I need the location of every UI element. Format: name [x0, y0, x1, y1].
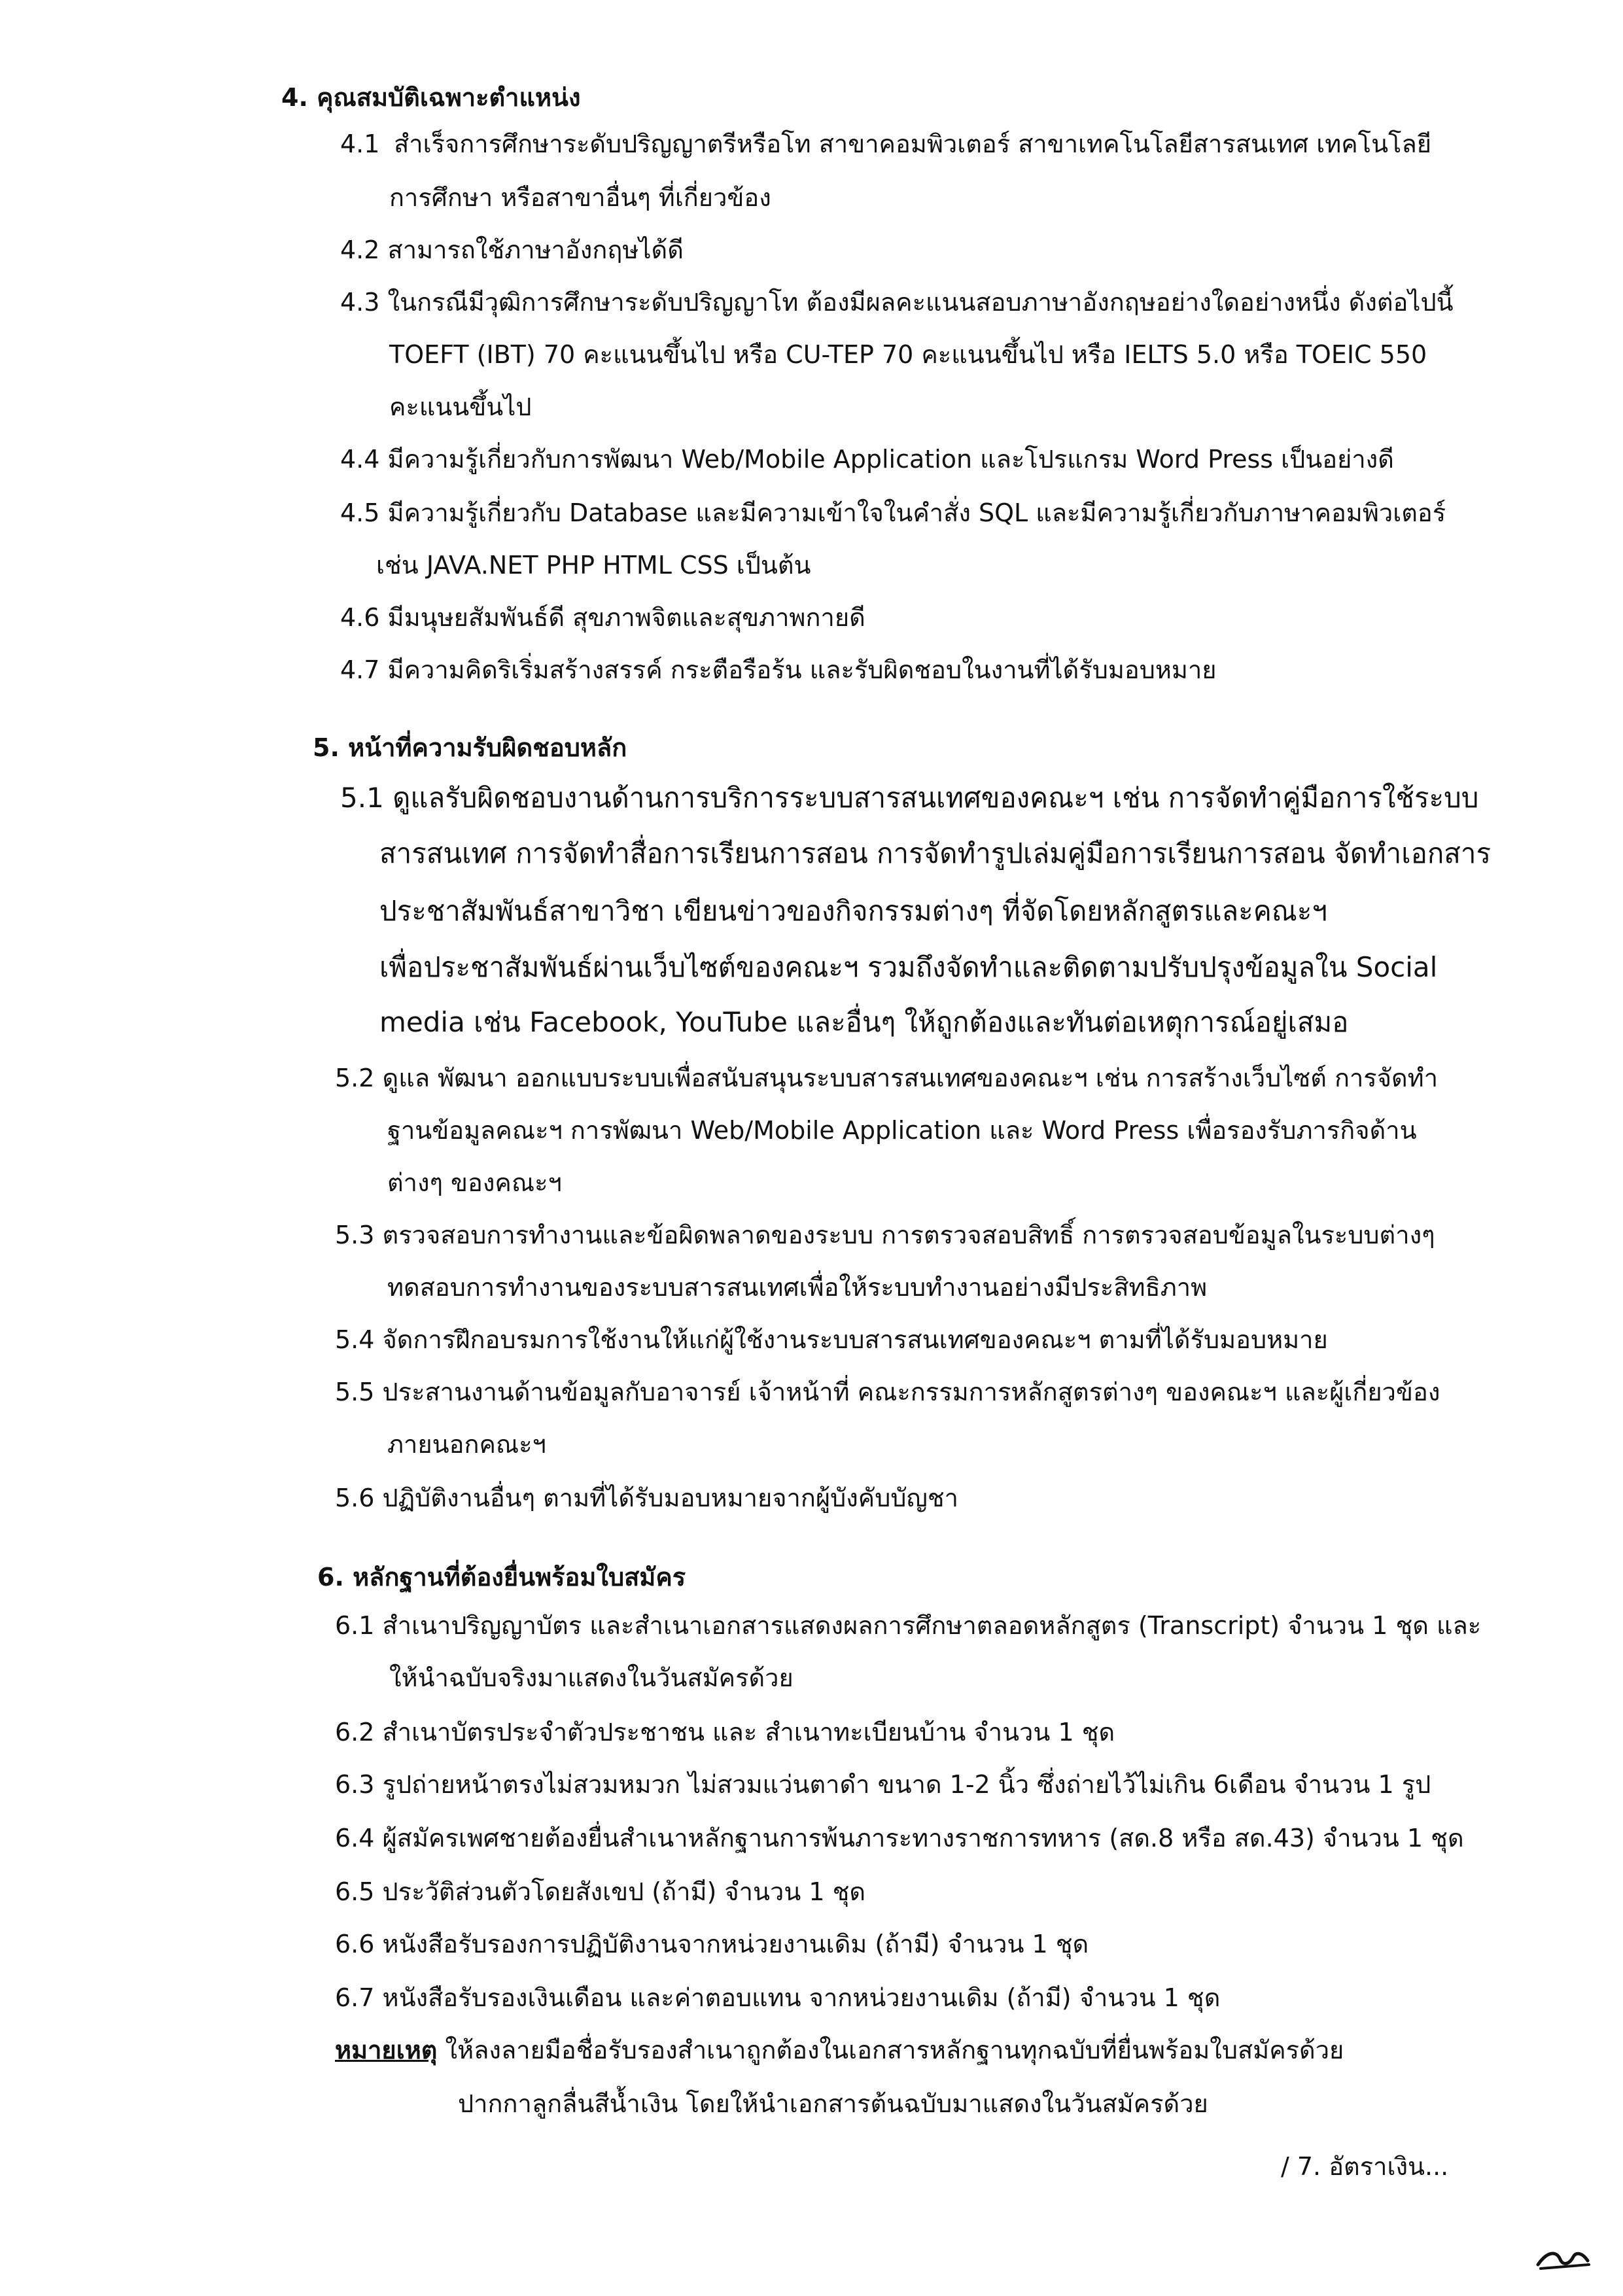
item-number: 4.6	[340, 603, 380, 632]
item-number: 5.1	[340, 782, 384, 814]
item-number: 4.3	[340, 288, 380, 317]
page-continuation: / 7. อัตราเงิน...	[1281, 2152, 1449, 2181]
item-number: 6.7	[335, 1983, 375, 2012]
item-6-1-line-1: 6.1 สำเนาปริญญาบัตร และสำเนาเอกสารแสดงผลการศึกษาตลอดหลักสูตร (Transcript) จำนวน 1 ชุด และ	[335, 1611, 1482, 1640]
note-line-2: ปากกาลูกลื่นสีน้ำเงิน โดยให้นำเอกสารต้นฉบับมาแสดงในวันสมัครด้วย	[458, 2089, 1208, 2118]
item-number: 6.3	[335, 1770, 375, 1799]
item-6-1-line-2: ให้นำฉบับจริงมาแสดงในวันสมัครด้วย	[389, 1663, 794, 1692]
item-5-1-line-2: สารสนเทศ การจัดทำสื่อการเรียนการสอน การจัดทำรูปเล่มคู่มือการเรียนการสอน จัดทำเอกสาร	[379, 837, 1492, 869]
item-number: 5.5	[335, 1378, 375, 1406]
item-4-6: 4.6 มีมนุษยสัมพันธ์ดี สุขภาพจิตและสุขภาพกายดี	[340, 603, 865, 632]
item-number: 4.4	[340, 445, 380, 474]
item-4-5-line-1: 4.5 มีความรู้เกี่ยวกับ Database และมีความเข้าใจในคำสั่ง SQL และมีความรู้เกี่ยวกับภาษาคอมพิวเตอร์	[340, 498, 1446, 527]
item-6-5: 6.5 ประวัติส่วนตัวโดยสังเขป (ถ้ามี) จำนวน 1 ชุด	[335, 1877, 866, 1906]
item-4-1-line-2: การศึกษา หรือสาขาอื่นๆ ที่เกี่ยวข้อง	[389, 183, 771, 212]
item-4-2: 4.2 สามารถใช้ภาษาอังกฤษได้ดี	[340, 235, 684, 264]
item-number: 6.1	[335, 1611, 375, 1640]
item-number: 6.5	[335, 1877, 375, 1906]
item-6-3: 6.3 รูปถ่ายหน้าตรงไม่สวมหมวก ไม่สวมแว่นตาดำ ขนาด 1-2 นิ้ว ซึ่งถ่ายไว้ไม่เกิน 6เดือน จำนวน 1 รูป	[335, 1770, 1431, 1799]
item-4-5-line-2: เช่น JAVA.NET PHP HTML CSS เป็นต้น	[376, 551, 811, 580]
item-5-4: 5.4 จัดการฝึกอบรมการใช้งานให้แก่ผู้ใช้งานระบบสารสนเทศของคณะฯ ตามที่ได้รับมอบหมาย	[335, 1325, 1328, 1354]
item-4-7: 4.7 มีความคิดริเริ่มสร้างสรรค์ กระตือรือร้น และรับผิดชอบในงานที่ได้รับมอบหมาย	[340, 655, 1217, 684]
item-4-3-line-1: 4.3 ในกรณีมีวุฒิการศึกษาระดับปริญญาโท ต้องมีผลคะแนนสอบภาษาอังกฤษอย่างใดอย่างหนึ่ง ดังต่อไปนี้	[340, 288, 1454, 317]
item-5-1-line-3: ประชาสัมพันธ์สาขาวิชา เขียนข่าวของกิจกรรมต่างๆ ที่จัดโดยหลักสูตรและคณะฯ	[379, 895, 1327, 927]
section-6-title: 6. หลักฐานที่ต้องยื่นพร้อมใบสมัคร	[317, 1563, 686, 1592]
item-number: 6.2	[335, 1718, 375, 1747]
item-4-4: 4.4 มีความรู้เกี่ยวกับการพัฒนา Web/Mobile Application และโปรแกรม Word Press เป็นอย่างดี	[340, 445, 1394, 474]
item-number: 6.6	[335, 1930, 375, 1958]
item-5-6: 5.6 ปฏิบัติงานอื่นๆ ตามที่ได้รับมอบหมายจากผู้บังคับบัญชา	[335, 1484, 958, 1512]
item-number: 5.4	[335, 1325, 375, 1354]
item-4-3-line-2: TOEFT (IBT) 70 คะแนนขึ้นไป หรือ CU-TEP 70 คะแนนขึ้นไป หรือ IELTS 5.0 หรือ TOEIC 550	[389, 340, 1427, 369]
item-5-2-line-3: ต่างๆ ของคณะฯ	[387, 1168, 562, 1197]
item-6-2: 6.2 สำเนาบัตรประจำตัวประชาชน และ สำเนาทะเบียนบ้าน จำนวน 1 ชุด	[335, 1718, 1115, 1747]
item-number: 4.5	[340, 498, 380, 527]
item-5-2-line-1: 5.2 ดูแล พัฒนา ออกแบบระบบเพื่อสนับสนุนระบบสารสนเทศของคณะฯ เช่น การสร้างเว็บไซต์ การจัดทำ	[335, 1064, 1439, 1092]
item-5-1-line-4: เพื่อประชาสัมพันธ์ผ่านเว็บไซต์ของคณะฯ รวมถึงจัดทำและติดตามปรับปรุงข้อมูลใน Social	[379, 951, 1438, 983]
note-line-1: หมายเหตุ ให้ลงลายมือชื่อรับรองสำเนาถูกต้องในเอกสารหลักฐานทุกฉบับที่ยื่นพร้อมใบสมัครด้วย	[335, 2036, 1344, 2064]
item-5-1-line-5: media เช่น Facebook, YouTube และอื่นๆ ให้ถูกต้องและทันต่อเหตุการณ์อยู่เสมอ	[379, 1006, 1349, 1038]
item-number: 5.2	[335, 1064, 375, 1092]
item-4-1-line-1: 4.1 สำเร็จการศึกษาระดับปริญญาตรีหรือโท สาขาคอมพิวเตอร์ สาขาเทคโนโลยีสารสนเทศ เทคโนโลยี	[340, 130, 1432, 158]
note-label: หมายเหตุ	[335, 2036, 438, 2064]
item-number: 5.3	[335, 1221, 375, 1249]
item-number: 6.4	[335, 1824, 375, 1852]
item-6-6: 6.6 หนังสือรับรองการปฏิบัติงานจากหน่วยงานเดิม (ถ้ามี) จำนวน 1 ชุด	[335, 1930, 1089, 1958]
section-4-title: 4. คุณสมบัติเฉพาะตำแหน่ง	[281, 83, 581, 112]
item-number: 4.7	[340, 655, 380, 684]
handwritten-signature-mark	[1534, 2245, 1593, 2271]
item-5-5-line-1: 5.5 ประสานงานด้านข้อมูลกับอาจารย์ เจ้าหน้าที่ คณะกรรมการหลักสูตรต่างๆ ของคณะฯ และผู้เกี่ยวข้อง	[335, 1378, 1440, 1406]
item-number: 5.6	[335, 1484, 375, 1512]
item-5-1-line-1: 5.1 ดูแลรับผิดชอบงานด้านการบริการระบบสารสนเทศของคณะฯ เช่น การจัดทำคู่มือการใช้ระบบ	[340, 782, 1479, 814]
item-5-3-line-1: 5.3 ตรวจสอบการทำงานและข้อผิดพลาดของระบบ การตรวจสอบสิทธิ์ การตรวจสอบข้อมูลในระบบต่างๆ	[335, 1221, 1435, 1249]
item-5-3-line-2: ทดสอบการทำงานของระบบสารสนเทศเพื่อให้ระบบทำงานอย่างมีประสิทธิภาพ	[387, 1273, 1208, 1302]
item-5-5-line-2: ภายนอกคณะฯ	[387, 1430, 546, 1459]
item-number: 4.1	[340, 130, 380, 158]
item-number: 4.2	[340, 235, 380, 264]
section-5-title: 5. หน้าที่ความรับผิดชอบหลัก	[313, 733, 627, 762]
item-6-7: 6.7 หนังสือรับรองเงินเดือน และค่าตอบแทน จากหน่วยงานเดิม (ถ้ามี) จำนวน 1 ชุด	[335, 1983, 1221, 2012]
item-5-2-line-2: ฐานข้อมูลคณะฯ การพัฒนา Web/Mobile Application และ Word Press เพื่อรองรับภารกิจด้าน	[387, 1116, 1417, 1145]
item-6-4: 6.4 ผู้สมัครเพศชายต้องยื่นสำเนาหลักฐานการพ้นภาระทางราชการทหาร (สด.8 หรือ สด.43) จำนวน 1 ชุด	[335, 1824, 1464, 1852]
item-4-3-line-3: คะแนนขึ้นไป	[389, 392, 532, 421]
